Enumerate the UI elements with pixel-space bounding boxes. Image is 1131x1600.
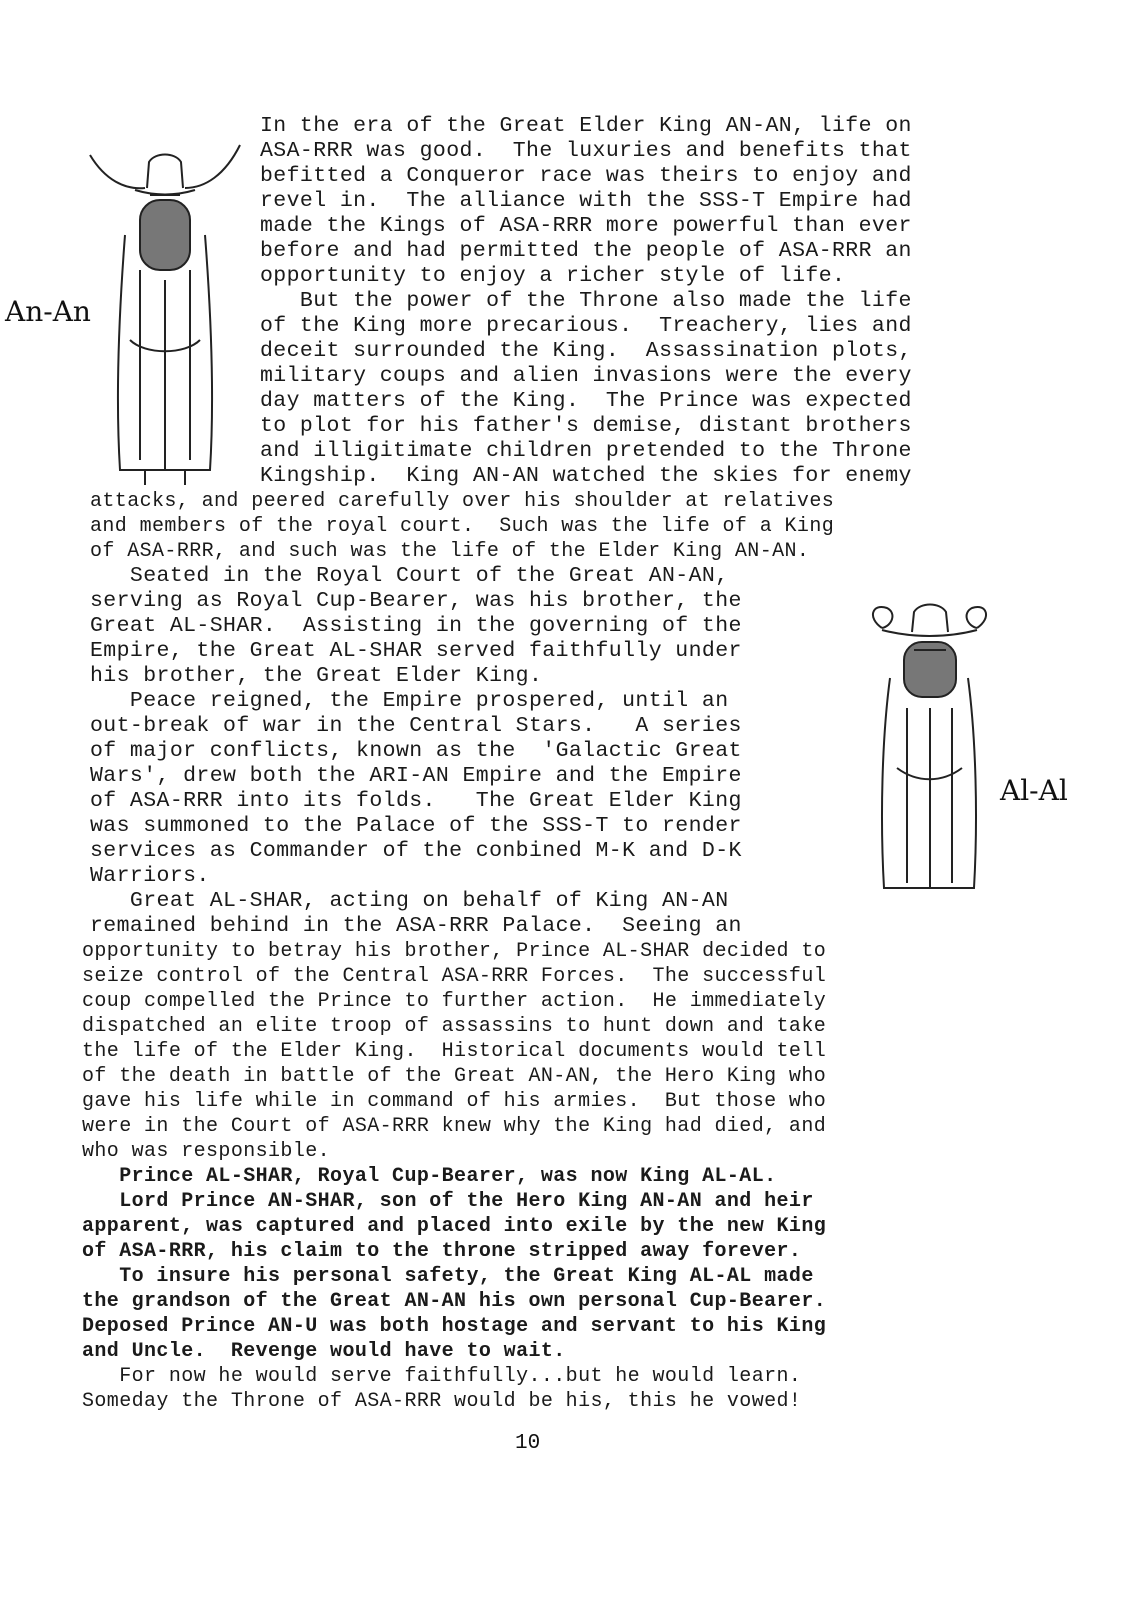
text-line: apparent, was captured and placed into exile by the new King <box>82 1215 827 1238</box>
text-line: his brother, the Great Elder King. <box>90 664 543 688</box>
text-line: Great AL-SHAR. Assisting in the governing of the <box>90 614 742 638</box>
text-line: opportunity to betray his brother, Prince AL-SHAR decided to <box>82 940 827 963</box>
text-line: coup compelled the Prince to further action. He immediately <box>82 990 827 1013</box>
text-line: Someday the Throne of ASA-RRR would be his, this he vowed! <box>82 1390 802 1413</box>
text-line: For now he would serve faithfully...but he would learn. <box>82 1365 802 1388</box>
text-line: To insure his personal safety, the Great King AL-AL made <box>82 1265 814 1288</box>
text-line: the life of the Elder King. Historical documents would tell <box>82 1040 827 1063</box>
text-line: before and had permitted the people of ASA-RRR an <box>260 239 912 263</box>
text-line: remained behind in the ASA-RRR Palace. Seeing an <box>90 914 742 938</box>
text-line: made the Kings of ASA-RRR more powerful than ever <box>260 214 912 238</box>
text-line: serving as Royal Cup-Bearer, was his brother, the <box>90 589 742 613</box>
text-line: Deposed Prince AN-U was both hostage and servant to his King <box>82 1315 827 1338</box>
text-line: the grandson of the Great AN-AN his own personal Cup-Bearer. <box>82 1290 827 1313</box>
text-line: In the era of the Great Elder King AN-AN, life on <box>260 114 912 138</box>
text-line: services as Commander of the conbined M-K and D-K <box>90 839 742 863</box>
text-line: of ASA-RRR into its folds. The Great Elder King <box>90 789 742 813</box>
text-line: of ASA-RRR, his claim to the throne stripped away forever. <box>82 1240 802 1263</box>
al-al-caption: Al-Al <box>1000 774 1068 807</box>
text-line: dispatched an elite troop of assassins to hunt down and take <box>82 1015 827 1038</box>
text-line: opportunity to enjoy a richer style of life. <box>260 264 846 288</box>
text-line: deceit surrounded the King. Assassination plots, <box>260 339 912 363</box>
text-line: seize control of the Central ASA-RRR Forces. The successful <box>82 965 827 988</box>
text-line: But the power of the Throne also made the life <box>260 289 912 313</box>
an-an-caption: An-An <box>5 295 91 328</box>
text-line: Lord Prince AN-SHAR, son of the Hero King AN-AN and heir <box>82 1190 814 1213</box>
text-line: Wars', drew both the ARI-AN Empire and the Empire <box>90 764 742 788</box>
text-line: ASA-RRR was good. The luxuries and benefits that <box>260 139 912 163</box>
text-line: to plot for his father's demise, distant brothers <box>260 414 912 438</box>
text-line: military coups and alien invasions were the every <box>260 364 912 388</box>
text-line: out-break of war in the Central Stars. A series <box>90 714 742 738</box>
text-line: was summoned to the Palace of the SSS-T to render <box>90 814 742 838</box>
text-line: and Uncle. Revenge would have to wait. <box>82 1340 566 1363</box>
text-line: Warriors. <box>90 864 210 888</box>
text-line: Empire, the Great AL-SHAR served faithfully under <box>90 639 742 663</box>
text-line: Great AL-SHAR, acting on behalf of King AN-AN <box>90 889 729 913</box>
text-line: revel in. The alliance with the SSS-T Empire had <box>260 189 912 213</box>
text-line: attacks, and peered carefully over his shoulder at relatives <box>90 490 835 513</box>
an-an-figure-illustration <box>85 140 245 490</box>
text-line: gave his life while in command of his armies. But those who <box>82 1090 827 1113</box>
text-line: of the death in battle of the Great AN-AN, the Hero King who <box>82 1065 827 1088</box>
text-line: of ASA-RRR, and such was the life of the Elder King AN-AN. <box>90 540 810 563</box>
text-line: Kingship. King AN-AN watched the skies for enemy <box>260 464 912 488</box>
text-line: of the King more precarious. Treachery, lies and <box>260 314 912 338</box>
text-line: and members of the royal court. Such was the life of a King <box>90 515 835 538</box>
text-line: were in the Court of ASA-RRR knew why the King had died, and <box>82 1115 827 1138</box>
page-number: 10 <box>515 1432 541 1455</box>
text-line: of major conflicts, known as the 'Galactic Great <box>90 739 742 763</box>
text-line: Seated in the Royal Court of the Great AN-AN, <box>90 564 729 588</box>
text-line: who was responsible. <box>82 1140 331 1163</box>
text-line: day matters of the King. The Prince was expected <box>260 389 912 413</box>
text-line: and illigitimate children pretended to the Throne <box>260 439 912 463</box>
text-line: Prince AL-SHAR, Royal Cup-Bearer, was now King AL-AL. <box>82 1165 777 1188</box>
al-al-figure-illustration <box>862 598 997 898</box>
text-line: befitted a Conqueror race was theirs to enjoy and <box>260 164 912 188</box>
text-line: Peace reigned, the Empire prospered, until an <box>90 689 729 713</box>
